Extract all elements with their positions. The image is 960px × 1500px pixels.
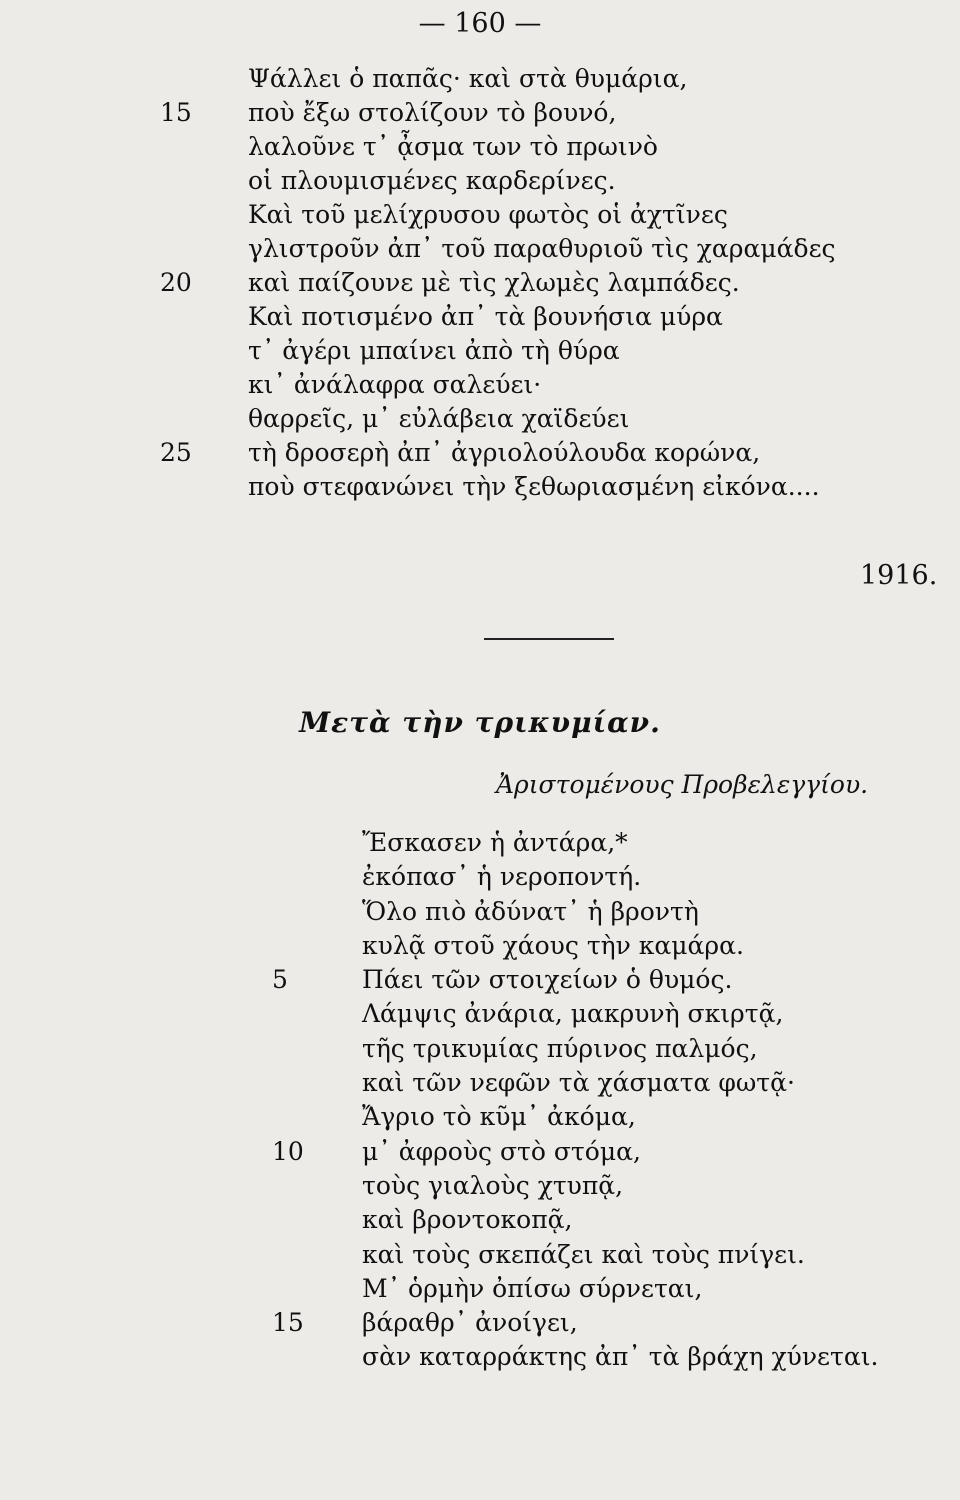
verse-line [0, 1066, 960, 1100]
verse-line [0, 1306, 960, 1340]
verse-line [0, 96, 960, 130]
verse-text: καὶ παίζουνε μὲ τὶς χλωμὲς λαμπάδες. [248, 268, 740, 297]
verse-line [0, 62, 960, 96]
verse-text: βάραθρ᾽ ἀνοίγει, [362, 1308, 578, 1338]
verse-line [0, 1340, 960, 1374]
poem-author: Ἀριστομένους Προβελεγγίου. [496, 770, 869, 799]
verse-line [0, 929, 960, 963]
verse-line [0, 300, 960, 334]
verse-line [0, 470, 960, 504]
verse-line [0, 164, 960, 198]
verse-text: σὰν καταρράκτης ἀπ᾽ τὰ βράχη χύνεται. [362, 1342, 879, 1372]
verse-line [0, 1272, 960, 1306]
verse-text: Πάει τῶν στοιχείων ὁ θυμός. [362, 965, 733, 995]
verse-line [0, 232, 960, 266]
line-number: 15 [272, 1308, 304, 1338]
poem-title: Μετὰ τὴν τρικυμίαν. [299, 706, 661, 739]
verse-line [0, 130, 960, 164]
verse-text: ποὺ στεφανώνει τὴν ξεθωριασμένη εἰκόνα.... [248, 472, 820, 501]
verse-text: Ψάλλει ὁ παπᾶς· καὶ στὰ θυμάρια, [248, 64, 688, 93]
verse-text: μ᾽ ἀφροὺς στὸ στόμα, [362, 1136, 641, 1166]
verse-line [0, 198, 960, 232]
verse-text: Ὅλο πιὸ ἀδύνατ᾽ ἡ βροντὴ [362, 896, 699, 926]
verse-text: κι᾽ ἀνάλαφρα σαλεύει· [248, 370, 542, 399]
poem-1 [0, 62, 960, 504]
verse-text: ποὺ ἔξω στολίζουν τὸ βουνό, [248, 98, 617, 127]
page-number: — 160 — [418, 8, 542, 39]
verse-text: τὴ δροσερὴ ἀπ᾽ ἀγριολούλουδα κορώνα, [248, 438, 761, 467]
verse-line [0, 1032, 960, 1066]
verse-text: Ἄγριο τὸ κῦμ᾽ ἀκόμα, [362, 1102, 636, 1132]
poem-2 [0, 826, 960, 1375]
verse-text: Καὶ τοῦ μελίχρυσου φωτὸς οἱ ἀχτῖνες [248, 200, 728, 229]
verse-line [0, 436, 960, 470]
verse-text: λαλοῦνε τ᾽ ᾆσμα των τὸ πρωινὸ [248, 132, 658, 161]
verse-text: γλιστροῦν ἀπ᾽ τοῦ παραθυριοῦ τὶς χαραμάδες [248, 234, 836, 263]
verse-text: οἱ πλουμισμένες καρδερίνες. [248, 166, 616, 195]
verse-text: Μ᾽ ὁρμὴν ὀπίσω σύρνεται, [362, 1273, 703, 1303]
verse-text: ἐκόπασ᾽ ἡ νεροποντή. [362, 862, 642, 892]
line-number: 25 [160, 438, 192, 467]
verse-line [0, 1100, 960, 1134]
line-number: 10 [272, 1136, 304, 1166]
section-divider [484, 638, 614, 640]
verse-text: κυλᾷ στοῦ χάους τὴν καμάρα. [362, 930, 744, 960]
line-number: 20 [160, 268, 192, 297]
poem-date: 1916. [860, 560, 938, 591]
verse-line [0, 963, 960, 997]
verse-text: Ἔσκασεν ἡ ἀντάρα,* [362, 828, 628, 857]
verse-line [0, 402, 960, 436]
verse-text: τῆς τρικυμίας πύρινος παλμός, [362, 1033, 758, 1063]
verse-line [0, 895, 960, 929]
verse-line [0, 1238, 960, 1272]
verse-text: τοὺς γιαλοὺς χτυπᾷ, [362, 1170, 624, 1200]
verse-text: Καὶ ποτισμένο ἀπ᾽ τὰ βουνήσια μύρα [248, 302, 723, 331]
verse-line [0, 1135, 960, 1169]
verse-text: καὶ τοὺς σκεπάζει καὶ τοὺς πνίγει. [362, 1239, 805, 1269]
verse-line [0, 1203, 960, 1237]
line-number: 5 [272, 965, 288, 995]
verse-line [0, 368, 960, 402]
verse-text: θαρρεῖς, μ᾽ εὐλάβεια χαϊδεύει [248, 404, 630, 433]
verse-line [0, 1169, 960, 1203]
verse-line [0, 266, 960, 300]
verse-text: Λάμψις ἀνάρια, μακρυνὴ σκιρτᾷ, [362, 999, 784, 1029]
verse-text: καὶ τῶν νεφῶν τὰ χάσματα φωτᾷ· [362, 1068, 795, 1098]
verse-text: καὶ βροντοκοπᾷ, [362, 1205, 573, 1235]
verse-text: τ᾽ ἀγέρι μπαίνει ἀπὸ τὴ θύρα [248, 336, 620, 365]
verse-line [0, 826, 960, 860]
line-number: 15 [160, 98, 192, 127]
verse-line [0, 860, 960, 894]
verse-line [0, 997, 960, 1031]
verse-line [0, 334, 960, 368]
